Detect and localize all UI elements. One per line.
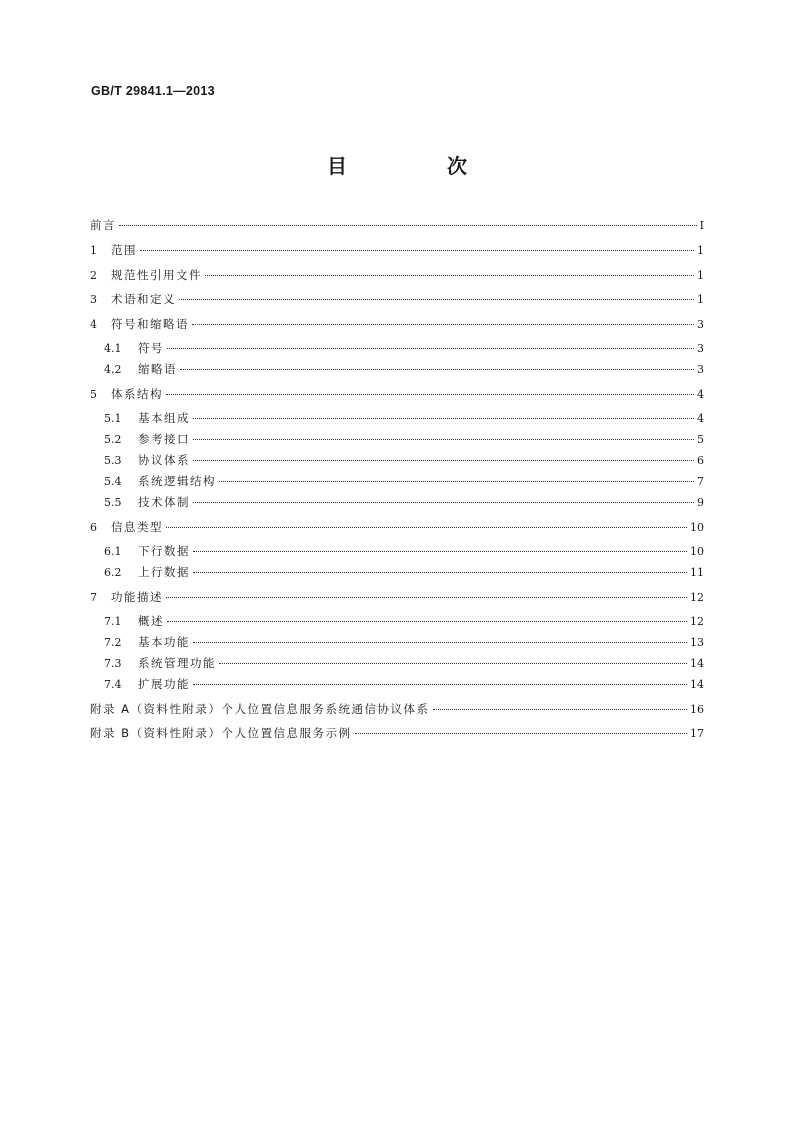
toc-entry-title: 符号和缩略语 (111, 317, 189, 331)
toc-entry-title: 符号 (138, 341, 164, 355)
dot-leader (119, 224, 697, 226)
toc-entry-page: 3 (697, 342, 704, 355)
dot-leader (180, 368, 694, 370)
toc-subentry[interactable] (104, 338, 704, 358)
toc-entry[interactable] (90, 240, 704, 260)
toc-entry-title: 基本功能 (138, 635, 190, 649)
toc-entry-title: 体系结构 (111, 387, 163, 401)
toc-entry-title: 扩展功能 (138, 677, 190, 691)
toc-entry-title: 缩略语 (138, 362, 177, 376)
toc-entry-number: 4.1 (104, 342, 122, 355)
toc-entry-number: 7.2 (104, 636, 122, 649)
toc-entry-title: 参考接口 (138, 432, 190, 446)
toc-entry-page: 5 (697, 433, 704, 446)
toc-entry-title: 术语和定义 (111, 292, 176, 306)
dot-leader (355, 732, 687, 734)
dot-leader (166, 526, 687, 528)
toc-entry-number: 6.2 (104, 566, 122, 579)
dot-leader (140, 249, 694, 251)
toc-entry-page: 1 (697, 293, 704, 306)
toc-subentry[interactable] (104, 492, 704, 512)
dot-leader (167, 620, 687, 622)
toc-entry-page: 13 (690, 636, 704, 649)
toc-entry-page: 12 (690, 615, 704, 628)
dot-leader (167, 347, 694, 349)
toc-entry-number: 5.3 (104, 454, 122, 467)
toc-entry[interactable] (90, 215, 704, 235)
toc-entry-page: 1 (697, 244, 704, 257)
toc-entry-number: 4.2 (104, 363, 122, 376)
dot-leader (192, 323, 694, 325)
dot-leader (193, 459, 694, 461)
toc-subentry[interactable] (104, 611, 704, 631)
toc-entry-title: 系统管理功能 (138, 656, 216, 670)
toc-entry-number: 5.4 (104, 475, 122, 488)
toc-subentry[interactable] (104, 359, 704, 379)
toc-entry-page: 7 (697, 475, 704, 488)
dot-leader (193, 571, 687, 573)
toc-entry-page: 14 (690, 657, 704, 670)
toc-entry-number: 5.1 (104, 412, 122, 425)
toc-entry-title: 信息类型 (111, 520, 163, 534)
toc-entry-title: 下行数据 (138, 544, 190, 558)
toc-entry[interactable] (90, 265, 704, 285)
toc-entry-page: 10 (690, 521, 704, 534)
toc-entry-title: 范围 (111, 243, 137, 257)
toc-entry-number: 5.5 (104, 496, 122, 509)
toc-entry-number: 6.1 (104, 545, 122, 558)
toc-entry-number: 6 (90, 521, 97, 534)
toc-entry-page: 10 (690, 545, 704, 558)
toc-entry-number: 7 (90, 591, 97, 604)
toc-entry-title: 基本组成 (138, 411, 190, 425)
dot-leader (193, 417, 694, 419)
toc-entry-page: 9 (697, 496, 704, 509)
standard-code: GB/T 29841.1—2013 (91, 84, 215, 98)
toc-entry-page: 11 (690, 566, 704, 579)
toc-entry-page: 6 (697, 454, 704, 467)
dot-leader (205, 274, 694, 276)
toc-entry-page: 3 (697, 363, 704, 376)
toc-entry-number: 5 (90, 388, 97, 401)
toc-entry[interactable] (90, 517, 704, 537)
toc-entry-number: 7.3 (104, 657, 122, 670)
dot-leader (166, 393, 694, 395)
dot-leader (179, 298, 694, 300)
toc-entry[interactable] (90, 699, 704, 719)
toc-subentry[interactable] (104, 674, 704, 694)
toc-entry-title: 概述 (138, 614, 164, 628)
toc-entry-page: 14 (690, 678, 704, 691)
dot-leader (193, 550, 687, 552)
toc-entry-page: 17 (690, 727, 704, 740)
toc-subentry[interactable] (104, 632, 704, 652)
toc-subentry[interactable] (104, 429, 704, 449)
dot-leader (219, 480, 694, 482)
toc-entry-number: 3 (90, 293, 97, 306)
toc-entry-number: 7.4 (104, 678, 122, 691)
toc-entry-title: 前言 (90, 218, 116, 232)
toc-entry-title: 技术体制 (138, 495, 190, 509)
toc-entry-page: Ⅰ (699, 219, 704, 232)
toc-entry-title: 规范性引用文件 (111, 268, 202, 282)
toc-entry-page: 1 (697, 269, 704, 282)
dot-leader (193, 641, 687, 643)
dot-leader (193, 501, 694, 503)
toc-subentry[interactable] (104, 471, 704, 491)
toc-subentry[interactable] (104, 541, 704, 561)
toc-entry-title: 协议体系 (138, 453, 190, 467)
dot-leader (193, 438, 694, 440)
toc-subentry[interactable] (104, 653, 704, 673)
toc-entry[interactable] (90, 289, 704, 309)
dot-leader (166, 596, 687, 598)
toc-entry[interactable] (90, 723, 704, 743)
toc-entry-number: 1 (90, 244, 97, 257)
toc-entry-number: 2 (90, 269, 97, 282)
toc-entry-title: 附录 B（资料性附录）个人位置信息服务示例 (90, 726, 352, 740)
page-title: 目 次 (327, 154, 507, 178)
toc-entry[interactable] (90, 587, 704, 607)
toc-entry-page: 12 (690, 591, 704, 604)
toc-entry-title: 上行数据 (138, 565, 190, 579)
toc-subentry[interactable] (104, 450, 704, 470)
toc-entry-title: 附录 A（资料性附录）个人位置信息服务系统通信协议体系 (90, 702, 430, 716)
toc-entry-page: 4 (697, 412, 704, 425)
toc-entry-number: 7.1 (104, 615, 122, 628)
toc-entry-page: 4 (697, 388, 704, 401)
dot-leader (193, 683, 687, 685)
toc-entry-title: 功能描述 (111, 590, 163, 604)
toc-entry-page: 3 (697, 318, 704, 331)
dot-leader (219, 662, 687, 664)
toc-entry[interactable] (90, 314, 704, 334)
toc-entry-page: 16 (690, 703, 704, 716)
toc-subentry[interactable] (104, 408, 704, 428)
toc-entry-title: 系统逻辑结构 (138, 474, 216, 488)
toc-entry-number: 5.2 (104, 433, 122, 446)
dot-leader (433, 708, 687, 710)
toc-entry-number: 4 (90, 318, 97, 331)
toc-entry[interactable] (90, 384, 704, 404)
toc-subentry[interactable] (104, 562, 704, 582)
